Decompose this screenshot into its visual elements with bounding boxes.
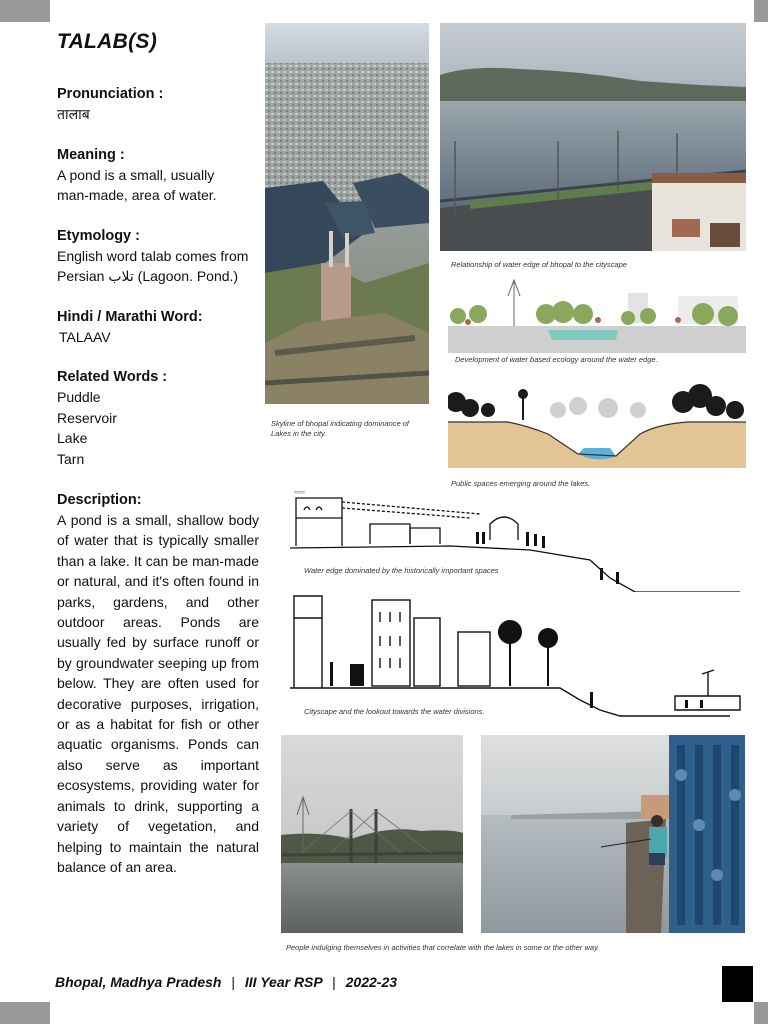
ecology-section-caption: Development of water based ecology around the water edge. <box>455 355 658 364</box>
page-title: TALAB(S) <box>57 30 157 53</box>
public-spaces-caption: Public spaces emerging around the lakes. <box>451 479 591 488</box>
waterfront-photo <box>440 23 746 251</box>
footer-separator: | <box>332 974 336 990</box>
people-activities-caption: People indulging themselves in activities that correlate with the lakes in some or the other way. <box>286 943 600 952</box>
etymology-heading: Etymology : <box>57 227 140 244</box>
page-marker-box <box>722 966 753 1002</box>
historic-edge-caption: Water edge dominated by the historically important spaces <box>304 566 499 575</box>
description-heading: Description: <box>57 492 142 508</box>
footer <box>55 974 397 990</box>
description-text: A pond is a small, shallow body of water that is typically smaller than a lake. It can be man-made or natural, and it's often found in parks, gardens, and other outdoor areas. Ponds are usually fed by surface runoff or by groundwater seeping up from below. They are often used for decorative purposes, irrigation, or as a habitat for fish or other aquatic organisms. Ponds can also serve as important ecosystems, providing water for animals to drink, supporting a variety of vegetation, and helping to maintain the natural balance of an area. <box>57 512 259 875</box>
aerial-photo-caption: Skyline of bhopal indicating dominance of Lakes in the city. <box>271 419 410 438</box>
related-word: Tarn <box>57 450 85 467</box>
footer-session: 2022-23 <box>345 974 398 990</box>
etymology-line-1: English word talab comes from <box>57 247 249 264</box>
ecology-section-drawing <box>448 278 746 353</box>
pronunciation-heading: Pronunciation : <box>57 86 164 102</box>
related-word: Puddle <box>57 389 101 405</box>
svg-text:≈≈≈≈: ≈≈≈≈ <box>294 490 305 496</box>
corner-mark-bottom-right <box>754 1002 768 1024</box>
waterfront-photo-caption: Relationship of water edge of bhopal to the cityscape <box>451 260 627 269</box>
meaning-line-1: A pond is a small, usually <box>57 166 215 183</box>
footer-year: III Year RSP <box>244 974 323 990</box>
cityscape-lookout-sketch <box>290 592 746 724</box>
meaning-heading: Meaning : <box>57 146 125 163</box>
text-column <box>57 30 259 877</box>
related-word: Lake <box>57 430 88 446</box>
footer-place: Bhopal, Madhya Pradesh <box>55 974 222 990</box>
fisherman-lake-photo <box>481 735 745 933</box>
meaning-line-2: man-made, area of water. <box>57 187 217 203</box>
hindi-heading: Hindi / Marathi Word: <box>57 308 203 325</box>
historic-water-edge-sketch <box>290 488 746 598</box>
etymology-line-2: Persian تلاب (Lagoon. Pond.) <box>57 268 239 284</box>
corner-mark-bottom-left <box>0 1002 50 1024</box>
hindi-text: TALAAV <box>59 328 111 345</box>
corner-mark-top-right <box>754 0 768 22</box>
related-word: Reservoir <box>57 409 117 426</box>
cityscape-caption: Cityscape and the lookout towards the water divisions. <box>304 707 485 716</box>
footer-separator: | <box>231 974 236 990</box>
public-spaces-section-drawing <box>448 372 746 468</box>
related-heading: Related Words : <box>57 369 168 385</box>
bridge-lake-photo <box>281 735 463 933</box>
pronunciation-text: तालाब <box>57 106 90 122</box>
aerial-city-photo <box>265 23 429 404</box>
corner-mark-top-left <box>0 0 50 22</box>
related-words-list <box>57 387 259 469</box>
